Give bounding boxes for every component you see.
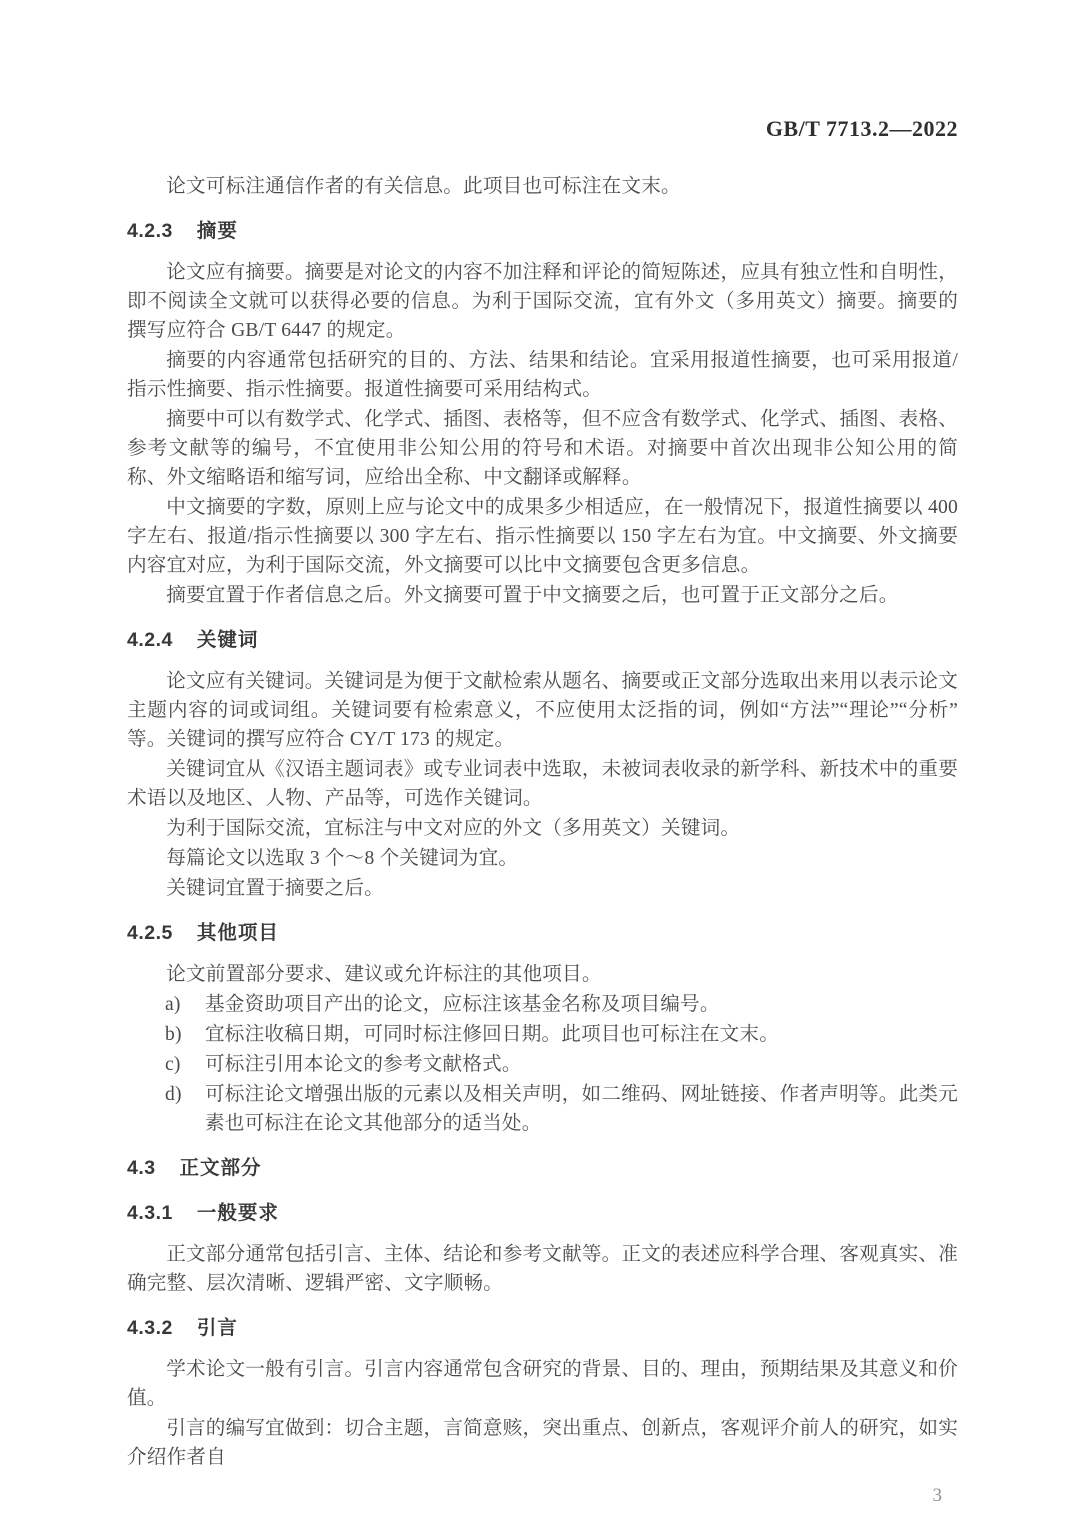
list-label: a) (165, 994, 181, 1015)
list-item (127, 1020, 958, 1049)
section-4-2-3 (127, 217, 958, 610)
section-4-3 (127, 1154, 958, 1183)
list-text: 宜标注收稿日期，可同时标注修回日期。此项目也可标注在文末。 (205, 1024, 780, 1045)
paragraph: 为利于国际交流，宜标注与中文对应的外文（多用英文）关键词。 (166, 818, 741, 839)
section-4-3-1 (127, 1199, 958, 1298)
section-heading (127, 217, 958, 246)
section-number: 4.3.1 (127, 1202, 173, 1224)
paragraph: 论文应有摘要。摘要是对论文的内容不加注释和评论的简短陈述，应具有独立性和自明性，即不阅读全文就可以获得必要的信息。为利于国际交流，宜有外文（多用英文）摘要。摘要的撰写应符合 GB/T 6447 的规定。 (127, 262, 958, 341)
list-text: 基金资助项目产出的论文，应标注该基金名称及项目编号。 (205, 994, 720, 1015)
section-number: 4.2.3 (127, 220, 173, 242)
paragraph: 中文摘要的字数，原则上应与论文中的成果多少相适应，在一般情况下，报道性摘要以 400 字左右、报道/指示性摘要以 300 字左右、指示性摘要以 150 字左右为宜。中文摘要、外文摘要内容宜对应，为利于国际交流，外文摘要可以比中文摘要包含更多信息。 (127, 497, 958, 576)
intro-paragraph: 论文可标注通信作者的有关信息。此项目也可标注在文末。 (166, 176, 681, 197)
section-heading (127, 1154, 958, 1183)
section-title: 关键词 (196, 629, 259, 651)
section-4-2-4 (127, 626, 958, 903)
list-item (127, 1050, 958, 1079)
list-label: c) (165, 1054, 181, 1075)
paragraph: 摘要宜置于作者信息之后。外文摘要可置于中文摘要之后，也可置于正文部分之后。 (166, 585, 899, 606)
section-number: 4.2.4 (127, 629, 173, 651)
paragraph: 学术论文一般有引言。引言内容通常包含研究的背景、目的、理由，预期结果及其意义和价值。 (127, 1359, 958, 1409)
paragraph: 摘要中可以有数学式、化学式、插图、表格等，但不应含有数学式、化学式、插图、表格、参考文献等的编号，不宜使用非公知公用的符号和术语。对摘要中首次出现非公知公用的简称、外文缩略语和缩写词，应给出全称、中文翻译或解释。 (127, 409, 958, 488)
list-text: 可标注引用本论文的参考文献格式。 (205, 1054, 522, 1075)
list-label: b) (165, 1024, 182, 1045)
section-heading (127, 919, 958, 948)
paragraph: 关键词宜置于摘要之后。 (166, 878, 384, 899)
section-title: 正文部分 (179, 1157, 262, 1179)
section-number: 4.2.5 (127, 922, 173, 944)
section-number: 4.3 (127, 1157, 156, 1179)
paragraph: 关键词宜从《汉语主题词表》或专业词表中选取，未被词表收录的新学科、新技术中的重要术语以及地区、人物、产品等，可选作关键词。 (127, 759, 958, 809)
standard-number-header: GB/T 7713.2—2022 (765, 116, 958, 141)
section-title: 引言 (196, 1317, 238, 1339)
paragraph: 摘要的内容通常包括研究的目的、方法、结果和结论。宜采用报道性摘要，也可采用报道/指示性摘要、指示性摘要。报道性摘要可采用结构式。 (127, 350, 958, 400)
section-4-3-2 (127, 1314, 958, 1472)
section-title: 摘要 (196, 220, 238, 242)
section-heading (127, 1199, 958, 1228)
list-label: d) (165, 1084, 182, 1105)
section-number: 4.3.2 (127, 1317, 173, 1339)
list-text: 可标注论文增强出版的元素以及相关声明，如二维码、网址链接、作者声明等。此类元素也可标注在论文其他部分的适当处。 (205, 1084, 958, 1134)
page-number: 3 (932, 1485, 942, 1506)
section-4-2-5 (127, 919, 958, 1138)
paragraph: 论文前置部分要求、建议或允许标注的其他项目。 (166, 964, 602, 985)
section-title: 一般要求 (196, 1202, 279, 1224)
paragraph: 论文应有关键词。关键词是为便于文献检索从题名、摘要或正文部分选取出来用以表示论文主题内容的词或词组。关键词要有检索意义，不应使用太泛指的词，例如“方法”“理论”“分析”等。关键词的撰写应符合 CY/T 173 的规定。 (127, 671, 958, 750)
lettered-list (127, 990, 958, 1138)
paragraph: 每篇论文以选取 3 个～8 个关键词为宜。 (166, 848, 519, 869)
section-heading (127, 626, 958, 655)
section-heading (127, 1314, 958, 1343)
list-item (127, 1080, 958, 1138)
paragraph: 引言的编写宜做到：切合主题，言简意赅，突出重点、创新点，客观评介前人的研究，如实介绍作者自 (127, 1418, 958, 1468)
list-item (127, 990, 958, 1019)
paragraph: 正文部分通常包括引言、主体、结论和参考文献等。正文的表述应科学合理、客观真实、准确完整、层次清晰、逻辑严密、文字顺畅。 (127, 1244, 958, 1294)
section-title: 其他项目 (196, 922, 279, 944)
